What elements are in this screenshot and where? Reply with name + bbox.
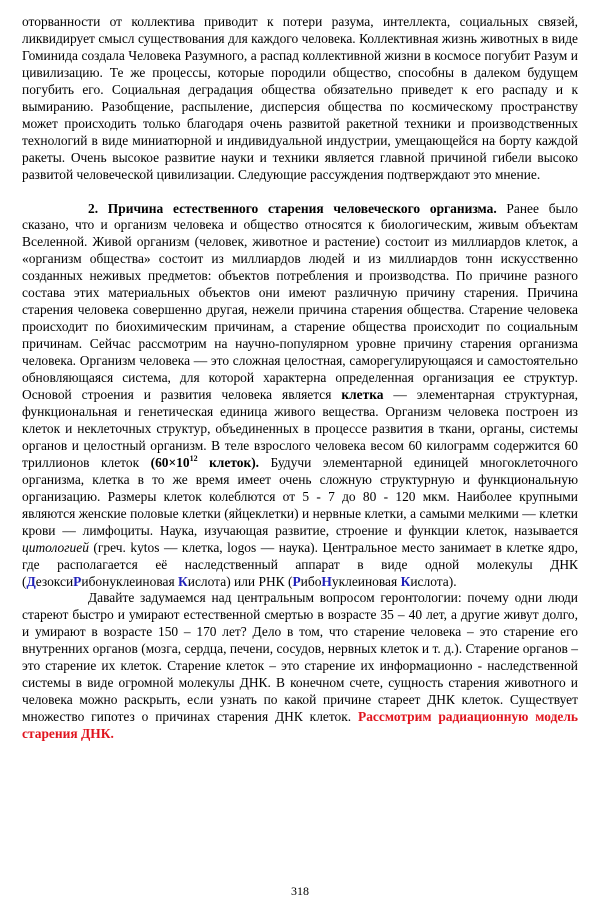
dna-letter: К (178, 573, 188, 589)
paragraph-organism-aging (22, 201, 578, 591)
rna-word: уклеиновая (331, 573, 401, 589)
body-text: Давайте задумаемся над центральным вопросом геронтологии: почему одни люди стареют быстро и умирают естественной смертью в возрасте 35 – 40 лет, а другие живут долго, и умирают в возрасте 150 – 170 лет? Дело в том, что старение человека – это старение его внутренних органов (мозга, сердца, печени, сосудов, нервных клеток и т. д.). Старение органов – это старение их клеток. Старение клеток – это старение их информационно - наследственной системы в виде огромной молекулы ДНК. В конечном счете, сущность старения животного и человека можно раскрыть, если узнать по какой причине стареет ДНК клеток. Существует множество гипотез о причинах старения ДНК клеток. (22, 590, 578, 725)
dna-letter: Р (73, 573, 82, 589)
paragraph-gerontology-question (22, 590, 578, 743)
dna-word: ибонуклеиновая (81, 573, 179, 589)
dna-expansion (26, 574, 226, 589)
dna-word: ислота (187, 573, 227, 589)
cell-count-exponent: 12 (189, 453, 198, 463)
rna-letter: К (400, 573, 411, 589)
rna-letter: Н (321, 573, 332, 589)
cell-count-unit: клеток). (197, 454, 260, 470)
rna-word: ислота (410, 573, 449, 589)
term-cell: клетка (341, 387, 384, 403)
body-text: (греч. kytos — клетка, logos — наука). Центральное место занимает в клетке ядро, где располагается её наследственный аппарат в виде одной молекулы ДНК ( (22, 539, 578, 589)
body-text: — элементарная структурная, функциональная и генетическая единица живого вещества. Организм человека построен из клеток и неклеточных структур, объединенных в процессе развития в ткани, органы, системы органов и целостный организм. В теле взрослого человека весом 60 килограмм содержится 60 триллионов клеток (22, 387, 578, 470)
rna-expansion (292, 574, 448, 589)
dna-letter: Д (26, 573, 36, 589)
body-text: Ранее было сказано, что и организм человека и общество относятся к биологическим, живым объектам Вселенной. Живой организм (человек, животное и растение) состоит из миллиардов клеток, а «организм общества» состоит из миллиардов людей и из миллиардов тонн искусственно созданных неживых предметов: объектов потребления и производства. По причине разного состава этих материальных объектов они имеют различную причину старения. Причина старения человека совершенно другая, нежели причина старения общества. Старение человека происходит по биохимическим причинам, а старение общества происходит по социальным причинам. Сейчас рассмотрим на научно-популярном уровне причину старения организма человека. Организм человека — это сложная целостная, саморегулирующаяся и самостоятельно обновляющаяся система, для которой характерна определенная организация ее структур. Основой строения и развития человека является (22, 200, 578, 403)
paragraph-gap (22, 184, 578, 201)
rna-letter: Р (292, 573, 301, 589)
page-number: 318 (291, 884, 309, 898)
cell-count-base: (60×10 (150, 454, 190, 470)
paragraph-society-dispersion: оторванности от коллектива приводит к потери разума, интеллекта, социальных связей, ликвидирует смысл существования для каждого человека. Коллективная жизнь животных в виде Гоминида создала Человека Разумного, а распад коллективной жизни в космосе погубит Разум и цивилизацию. Те же процессы, которые породили общество, способны в далеком будущем погубить его. Социальная деградация общества обязательно приведет к его распаду и к вымиранию. Разобщение, распыление, дисперсия общества по космическому пространству может происходить только благодаря очень развитой ракетной техники и производственных технологий в виде миниатюрной и индивидуальной индустрии, умещающейся на борту каждой ракеты. Очень высокое развитие науки и техники является главной причиной гибели высоко развитой человеческой цивилизации. Следующие рассуждения подтверждают это мнение. (22, 14, 578, 182)
radiation-model-highlight: Рассмотрим радиационную модель старения ДНК. (22, 709, 578, 742)
section-heading: 2. Причина естественного старения человеческого организма. (88, 200, 497, 216)
body-text: Будучи элементарной единицей многоклеточного организма, клетка в то же время имеет очень сложную структурную и функциональную организацию. Размеры клеток колеблются от 5 - 7 до 80 - 120 мкм. Наиболее крупными являются женские половые клетки (яйцеклетки) и нервные клетки, а самыми мелкими — клетки крови — лимфоциты. Наука, изучающая развитие, строение и функции клеток, называется (22, 454, 578, 538)
cell-count (151, 455, 259, 470)
body-text: ). (448, 573, 457, 589)
term-cytology: цитологией (22, 539, 89, 555)
rna-word: ибо (300, 573, 322, 589)
body-text: ) или РНК ( (226, 573, 293, 589)
dna-word: езокси (35, 573, 74, 589)
document-page (22, 14, 578, 743)
